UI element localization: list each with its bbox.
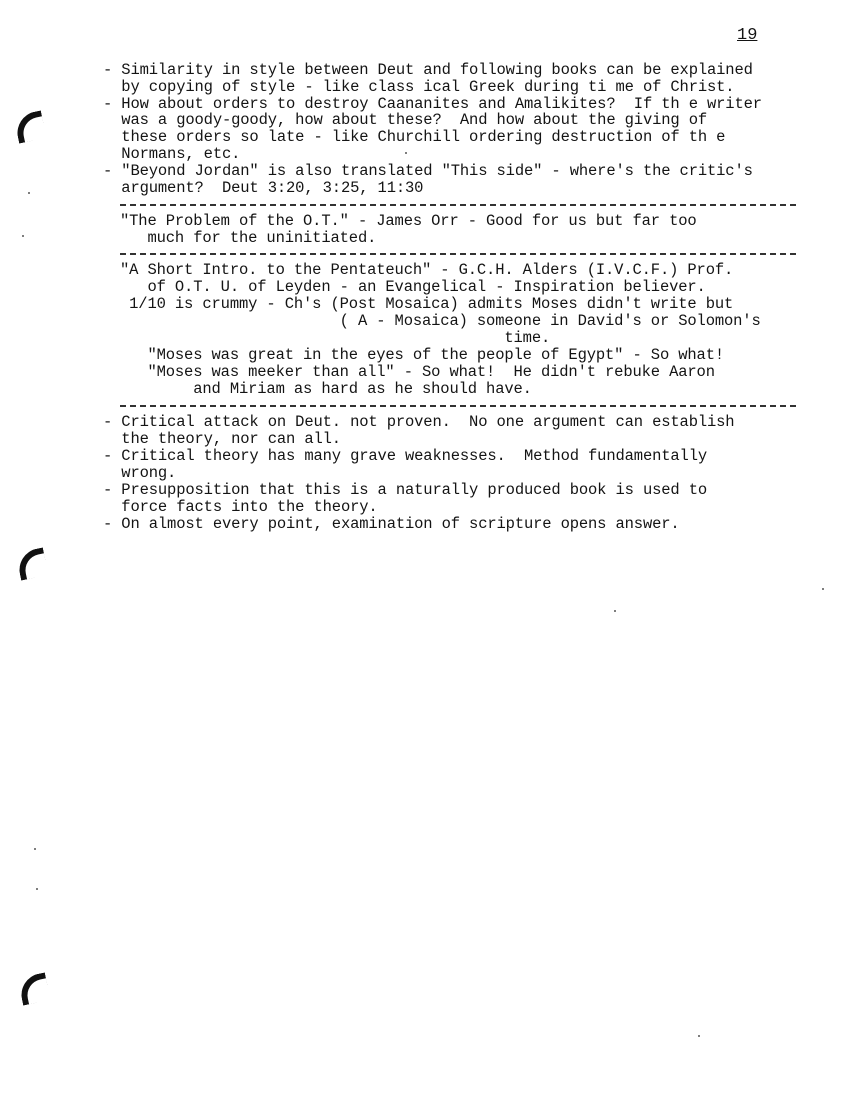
punch-hole-mark [15,547,48,580]
text-line: - On almost every point, examination of scripture opens answer. [103,515,680,533]
text-line: the theory, nor can all. [103,430,341,448]
text-line: - Critical theory has many grave weaknesses. Method fundamentally [103,447,708,465]
text-line: "Moses was great in the eyes of the people of Egypt" - So what! [120,346,725,364]
text-line: these orders so late - like Churchill ordering destruction of th e [103,128,726,146]
scan-speck [405,152,407,154]
text-line: ( A - Mosaica) someone in David's or Solomon's [120,312,761,330]
punch-hole-mark [17,972,50,1005]
scan-speck [698,1035,700,1037]
scan-speck [34,848,36,850]
text-line: of O.T. U. of Leyden - an Evangelical - Inspiration believer. [120,278,706,296]
text-line: much for the uninitiated. [120,229,377,247]
text-line: "Moses was meeker than all" - So what! He didn't rebuke Aaron [120,363,715,381]
text-line: Normans, etc. [103,145,241,163]
text-line: - "Beyond Jordan" is also translated "This side" - where's the critic's [103,162,753,180]
text-line: force facts into the theory. [103,498,378,516]
scan-speck [614,610,616,612]
text-line: "A Short Intro. to the Pentateuch" - G.C.H. Alders (I.V.C.F.) Prof. [120,261,734,279]
scan-speck [822,588,824,590]
text-line: - Presupposition that this is a naturally produced book is used to [103,481,708,499]
text-line: by copying of style - like class ical Greek during ti me of Christ. [103,78,735,96]
text-line: was a goody-goody, how about these? And how about the giving of [103,111,708,129]
punch-hole-mark [13,110,46,143]
dashed-divider [120,405,796,407]
text-line: wrong. [103,464,177,482]
text-line: and Miriam as hard as he should have. [120,380,532,398]
text-line: 1/10 is crummy - Ch's (Post Mosaica) admits Moses didn't write but [120,295,734,313]
scan-speck [28,192,30,194]
text-line: time. [120,329,551,347]
scan-speck [36,888,38,890]
text-line: - Critical attack on Deut. not proven. No one argument can establish [103,413,735,431]
text-line: "The Problem of the O.T." - James Orr - Good for us but far too [120,212,697,230]
text-line: - How about orders to destroy Caananites and Amalikites? If th e writer [103,95,762,113]
page-number: 19 [737,26,758,45]
dashed-divider [120,253,796,255]
text-line: argument? Deut 3:20, 3:25, 11:30 [103,179,424,197]
dashed-divider [120,204,796,206]
scan-speck [22,235,24,237]
text-line: - Similarity in style between Deut and following books can be explained [103,61,753,79]
